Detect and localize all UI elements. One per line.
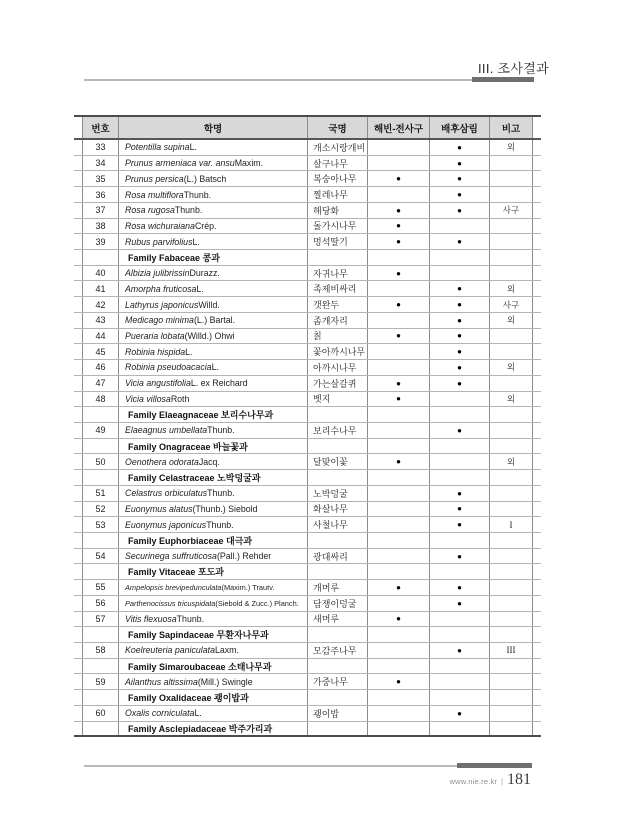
back-forest-empty — [430, 250, 490, 265]
family-row — [74, 470, 541, 486]
table-row — [74, 612, 541, 628]
col-header-korean-name: 국명 — [308, 117, 368, 138]
note — [490, 187, 533, 202]
korean-name: 새머루 — [308, 612, 368, 627]
scientific-name: Prunus persica (L.) Batsch — [119, 171, 308, 186]
row-number: 44 — [82, 329, 119, 344]
scientific-name: Securinega suffruticosa (Pall.) Rehder — [119, 549, 308, 564]
family-row — [74, 627, 541, 643]
row-number: 45 — [82, 344, 119, 359]
note: 외 — [490, 392, 533, 407]
korean-name: 화살나무 — [308, 502, 368, 517]
table-row — [74, 313, 541, 329]
row-number-empty — [82, 722, 119, 736]
note — [490, 156, 533, 171]
korean-name: 담쟁이덩굴 — [308, 596, 368, 611]
table-row — [74, 706, 541, 722]
beach-foredune-mark — [368, 502, 430, 517]
korean-name-empty — [308, 250, 368, 265]
back-forest-empty — [430, 564, 490, 579]
beach-foredune-mark — [368, 486, 430, 501]
korean-name-empty — [308, 533, 368, 548]
table-row — [74, 219, 541, 235]
row-number: 37 — [82, 203, 119, 218]
korean-name: 찔레나무 — [308, 187, 368, 202]
back-forest-mark: ● — [430, 313, 490, 328]
note — [490, 376, 533, 391]
scientific-name: Oxalis corniculata L. — [119, 706, 308, 721]
back-forest-mark: ● — [430, 297, 490, 312]
back-forest-mark: ● — [430, 580, 490, 595]
beach-foredune-mark — [368, 187, 430, 202]
scientific-name: Prunus armeniaca var. ansu Maxim. — [119, 156, 308, 171]
footer-separator: | — [501, 779, 503, 786]
family-label: Family Celastraceae 노박덩굴과 — [119, 470, 308, 485]
species-table — [74, 115, 541, 737]
back-forest-mark — [430, 454, 490, 469]
scientific-name: Euonymus alatus (Thunb.) Siebold — [119, 502, 308, 517]
table-row — [74, 171, 541, 187]
beach-foredune-mark — [368, 549, 430, 564]
row-number: 58 — [82, 643, 119, 658]
row-number: 59 — [82, 674, 119, 689]
scientific-name: Vicia villosa Roth — [119, 392, 308, 407]
korean-name: 복숭아나무 — [308, 171, 368, 186]
note — [490, 706, 533, 721]
korean-name: 가중나무 — [308, 674, 368, 689]
beach-foredune-mark: ● — [368, 329, 430, 344]
note — [490, 502, 533, 517]
beach-foredune-mark: ● — [368, 203, 430, 218]
korean-name: 꽃아까시나무 — [308, 344, 368, 359]
scientific-name: Amorpha fruticosa L. — [119, 281, 308, 296]
row-number: 41 — [82, 281, 119, 296]
scientific-name: Robinia hispida L. — [119, 344, 308, 359]
note: 외 — [490, 140, 533, 155]
back-forest-mark: ● — [430, 329, 490, 344]
korean-name: 좀개자리 — [308, 313, 368, 328]
beach-foredune-mark: ● — [368, 612, 430, 627]
back-forest-mark: ● — [430, 187, 490, 202]
family-label: Family Vitaceae 포도과 — [119, 564, 308, 579]
row-number: 38 — [82, 219, 119, 234]
note — [490, 596, 533, 611]
col-header-back-forest: 배후삼림 — [430, 117, 490, 138]
beach-foredune-mark — [368, 140, 430, 155]
korean-name: 갯완두 — [308, 297, 368, 312]
beach-foredune-mark — [368, 281, 430, 296]
korean-name: 괭이밥 — [308, 706, 368, 721]
note — [490, 266, 533, 281]
table-row — [74, 140, 541, 156]
beach-foredune-empty — [368, 250, 430, 265]
scientific-name: Ailanthus altissima (Mill.) Swingle — [119, 674, 308, 689]
row-number: 43 — [82, 313, 119, 328]
note: 외 — [490, 360, 533, 375]
korean-name-empty — [308, 659, 368, 674]
row-number: 42 — [82, 297, 119, 312]
korean-name: 돌가시나무 — [308, 219, 368, 234]
note-empty — [490, 250, 533, 265]
footer — [450, 771, 531, 789]
table-row — [74, 187, 541, 203]
korean-name: 자귀나무 — [308, 266, 368, 281]
family-label: Family Oxalidaceae 괭이밥과 — [119, 690, 308, 705]
beach-foredune-empty — [368, 627, 430, 642]
back-forest-empty — [430, 690, 490, 705]
table-row — [74, 234, 541, 250]
back-forest-mark: ● — [430, 360, 490, 375]
note-empty — [490, 659, 533, 674]
beach-foredune-mark: ● — [368, 234, 430, 249]
korean-name: 보리수나무 — [308, 423, 368, 438]
beach-foredune-empty — [368, 659, 430, 674]
beach-foredune-empty — [368, 533, 430, 548]
korean-name-empty — [308, 722, 368, 736]
col-header-scientific-name: 학명 — [119, 117, 308, 138]
row-number: 35 — [82, 171, 119, 186]
scientific-name: Rosa rugosa Thunb. — [119, 203, 308, 218]
back-forest-empty — [430, 659, 490, 674]
family-label: Family Fabaceae 콩과 — [119, 250, 308, 265]
note-empty — [490, 627, 533, 642]
korean-name-empty — [308, 564, 368, 579]
back-forest-empty — [430, 407, 490, 422]
korean-name-empty — [308, 470, 368, 485]
note-empty — [490, 470, 533, 485]
beach-foredune-mark — [368, 156, 430, 171]
scientific-name: Lathyrus japonicus Willd. — [119, 297, 308, 312]
note — [490, 219, 533, 234]
family-label: Family Asclepiadaceae 박주가리과 — [119, 722, 308, 736]
table-header-row — [74, 115, 541, 140]
row-number-empty — [82, 659, 119, 674]
row-number: 56 — [82, 596, 119, 611]
table-row — [74, 266, 541, 282]
note: 사구 — [490, 203, 533, 218]
back-forest-mark: ● — [430, 344, 490, 359]
table-row — [74, 329, 541, 345]
beach-foredune-mark — [368, 423, 430, 438]
note-empty — [490, 439, 533, 454]
back-forest-mark: ● — [430, 517, 490, 532]
back-forest-mark: ● — [430, 596, 490, 611]
beach-foredune-empty — [368, 722, 430, 736]
beach-foredune-mark: ● — [368, 297, 430, 312]
row-number: 49 — [82, 423, 119, 438]
family-row — [74, 439, 541, 455]
scientific-name: Potentilla supina L. — [119, 140, 308, 155]
table-row — [74, 392, 541, 408]
row-number: 47 — [82, 376, 119, 391]
beach-foredune-empty — [368, 690, 430, 705]
beach-foredune-mark — [368, 360, 430, 375]
note — [490, 549, 533, 564]
note — [490, 171, 533, 186]
note-empty — [490, 533, 533, 548]
table-row — [74, 643, 541, 659]
row-number: 54 — [82, 549, 119, 564]
back-forest-empty — [430, 627, 490, 642]
family-label: Family Elaeagnaceae 보리수나무과 — [119, 407, 308, 422]
table-row — [74, 360, 541, 376]
header-rule-accent — [472, 77, 534, 82]
back-forest-mark — [430, 674, 490, 689]
row-number: 60 — [82, 706, 119, 721]
row-number: 51 — [82, 486, 119, 501]
note-empty — [490, 722, 533, 736]
scientific-name: Parthenocissus tricuspidata (Siebold & Zucc.) Planch. — [119, 596, 308, 611]
back-forest-mark: ● — [430, 171, 490, 186]
beach-foredune-mark — [368, 344, 430, 359]
back-forest-mark: ● — [430, 376, 490, 391]
table-row — [74, 281, 541, 297]
note — [490, 234, 533, 249]
family-row — [74, 722, 541, 738]
korean-name: 개소시랑개비 — [308, 140, 368, 155]
note: 사구 — [490, 297, 533, 312]
row-number: 55 — [82, 580, 119, 595]
row-number: 50 — [82, 454, 119, 469]
beach-foredune-mark — [368, 313, 430, 328]
scientific-name: Robinia pseudoacacia L. — [119, 360, 308, 375]
table-row — [74, 549, 541, 565]
back-forest-empty — [430, 470, 490, 485]
family-label: Family Onagraceae 바늘꽃과 — [119, 439, 308, 454]
note-empty — [490, 564, 533, 579]
family-row — [74, 690, 541, 706]
scientific-name: Rosa wichuraiana Crép. — [119, 219, 308, 234]
note — [490, 674, 533, 689]
korean-name-empty — [308, 627, 368, 642]
footer-website: www.nie.re.kr — [449, 777, 498, 786]
back-forest-mark: ● — [430, 486, 490, 501]
beach-foredune-empty — [368, 470, 430, 485]
korean-name: 가는살갈퀴 — [308, 376, 368, 391]
beach-foredune-mark: ● — [368, 392, 430, 407]
table-row — [74, 454, 541, 470]
note — [490, 612, 533, 627]
family-label: Family Sapindaceae 무환자나무과 — [119, 627, 308, 642]
row-number-empty — [82, 564, 119, 579]
family-row — [74, 564, 541, 580]
korean-name: 아까시나무 — [308, 360, 368, 375]
scientific-name: Vicia angustifolia L. ex Reichard — [119, 376, 308, 391]
korean-name: 족제비싸리 — [308, 281, 368, 296]
korean-name: 노박덩굴 — [308, 486, 368, 501]
beach-foredune-empty — [368, 439, 430, 454]
row-number: 52 — [82, 502, 119, 517]
table-row — [74, 344, 541, 360]
korean-name: 광대싸리 — [308, 549, 368, 564]
row-number-empty — [82, 250, 119, 265]
row-number: 34 — [82, 156, 119, 171]
back-forest-mark: ● — [430, 706, 490, 721]
scientific-name: Albizia julibrissin Durazz. — [119, 266, 308, 281]
row-number-empty — [82, 690, 119, 705]
header-rule — [84, 79, 534, 81]
back-forest-mark — [430, 219, 490, 234]
table-row — [74, 596, 541, 612]
korean-name: 벳지 — [308, 392, 368, 407]
back-forest-mark — [430, 612, 490, 627]
table-row — [74, 580, 541, 596]
table-row — [74, 203, 541, 219]
korean-name: 모감주나무 — [308, 643, 368, 658]
korean-name: 달맞이꽃 — [308, 454, 368, 469]
scientific-name: Pueraria lobata (Willd.) Ohwi — [119, 329, 308, 344]
scientific-name: Elaeagnus umbellata Thunb. — [119, 423, 308, 438]
table-row — [74, 486, 541, 502]
col-header-note: 비고 — [490, 117, 533, 138]
beach-foredune-mark: ● — [368, 376, 430, 391]
note-empty — [490, 690, 533, 705]
back-forest-mark: ● — [430, 234, 490, 249]
scientific-name: Rosa multiflora Thunb. — [119, 187, 308, 202]
back-forest-empty — [430, 439, 490, 454]
beach-foredune-empty — [368, 564, 430, 579]
scientific-name: Euonymus japonicus Thunb. — [119, 517, 308, 532]
note — [490, 423, 533, 438]
beach-foredune-mark — [368, 706, 430, 721]
family-row — [74, 250, 541, 266]
family-label: Family Simaroubaceae 소태나무과 — [119, 659, 308, 674]
back-forest-mark — [430, 392, 490, 407]
note: I — [490, 517, 533, 532]
back-forest-empty — [430, 533, 490, 548]
korean-name: 사철나무 — [308, 517, 368, 532]
row-number-empty — [82, 533, 119, 548]
row-number: 48 — [82, 392, 119, 407]
table-row — [74, 297, 541, 313]
row-number: 40 — [82, 266, 119, 281]
note — [490, 329, 533, 344]
back-forest-mark: ● — [430, 156, 490, 171]
korean-name: 개머루 — [308, 580, 368, 595]
table-row — [74, 674, 541, 690]
korean-name-empty — [308, 407, 368, 422]
back-forest-mark: ● — [430, 281, 490, 296]
row-number-empty — [82, 470, 119, 485]
row-number-empty — [82, 627, 119, 642]
back-forest-mark: ● — [430, 423, 490, 438]
family-row — [74, 407, 541, 423]
scientific-name: Vitis flexuosa Thunb. — [119, 612, 308, 627]
back-forest-empty — [430, 722, 490, 736]
scientific-name: Celastrus orbiculatus Thunb. — [119, 486, 308, 501]
beach-foredune-mark — [368, 517, 430, 532]
korean-name: 해당화 — [308, 203, 368, 218]
beach-foredune-mark — [368, 596, 430, 611]
col-header-number: 번호 — [82, 117, 119, 138]
row-number: 36 — [82, 187, 119, 202]
col-header-beach-foredune: 해빈-전사구 — [368, 117, 430, 138]
note — [490, 344, 533, 359]
beach-foredune-mark: ● — [368, 219, 430, 234]
korean-name-empty — [308, 439, 368, 454]
beach-foredune-mark — [368, 643, 430, 658]
back-forest-mark: ● — [430, 643, 490, 658]
family-label: Family Euphorbiaceae 대극과 — [119, 533, 308, 548]
row-number-empty — [82, 439, 119, 454]
row-number: 53 — [82, 517, 119, 532]
note: 외 — [490, 281, 533, 296]
row-number: 39 — [82, 234, 119, 249]
scientific-name: Oenothera odorata Jacq. — [119, 454, 308, 469]
scientific-name: Koelreuteria paniculata Laxm. — [119, 643, 308, 658]
table-row — [74, 423, 541, 439]
table-row — [74, 517, 541, 533]
back-forest-mark: ● — [430, 203, 490, 218]
korean-name: 칡 — [308, 329, 368, 344]
note: 외 — [490, 454, 533, 469]
footer-page-number: 181 — [507, 771, 531, 788]
korean-name-empty — [308, 690, 368, 705]
note-empty — [490, 407, 533, 422]
scientific-name: Rubus parvifolius L. — [119, 234, 308, 249]
table-row — [74, 502, 541, 518]
scientific-name: Ampelopsis brevipedunculata (Maxim.) Trautv. — [119, 580, 308, 595]
table-rows — [74, 140, 541, 737]
beach-foredune-mark: ● — [368, 674, 430, 689]
beach-foredune-mark: ● — [368, 580, 430, 595]
row-number: 33 — [82, 140, 119, 155]
beach-foredune-mark: ● — [368, 171, 430, 186]
beach-foredune-mark: ● — [368, 454, 430, 469]
back-forest-mark: ● — [430, 140, 490, 155]
back-forest-mark: ● — [430, 502, 490, 517]
scientific-name: Medicago minima (L.) Bartal. — [119, 313, 308, 328]
section-header: III. 조사결과 — [478, 61, 549, 76]
beach-foredune-mark: ● — [368, 266, 430, 281]
family-row — [74, 533, 541, 549]
row-number: 57 — [82, 612, 119, 627]
note — [490, 580, 533, 595]
row-number: 46 — [82, 360, 119, 375]
korean-name: 멍석딸기 — [308, 234, 368, 249]
row-number-empty — [82, 407, 119, 422]
beach-foredune-empty — [368, 407, 430, 422]
korean-name: 살구나무 — [308, 156, 368, 171]
table-row — [74, 156, 541, 172]
footer-rule-accent — [457, 763, 532, 768]
family-row — [74, 659, 541, 675]
back-forest-mark: ● — [430, 549, 490, 564]
table-row — [74, 376, 541, 392]
back-forest-mark — [430, 266, 490, 281]
note: 외 — [490, 313, 533, 328]
note: III — [490, 643, 533, 658]
note — [490, 486, 533, 501]
